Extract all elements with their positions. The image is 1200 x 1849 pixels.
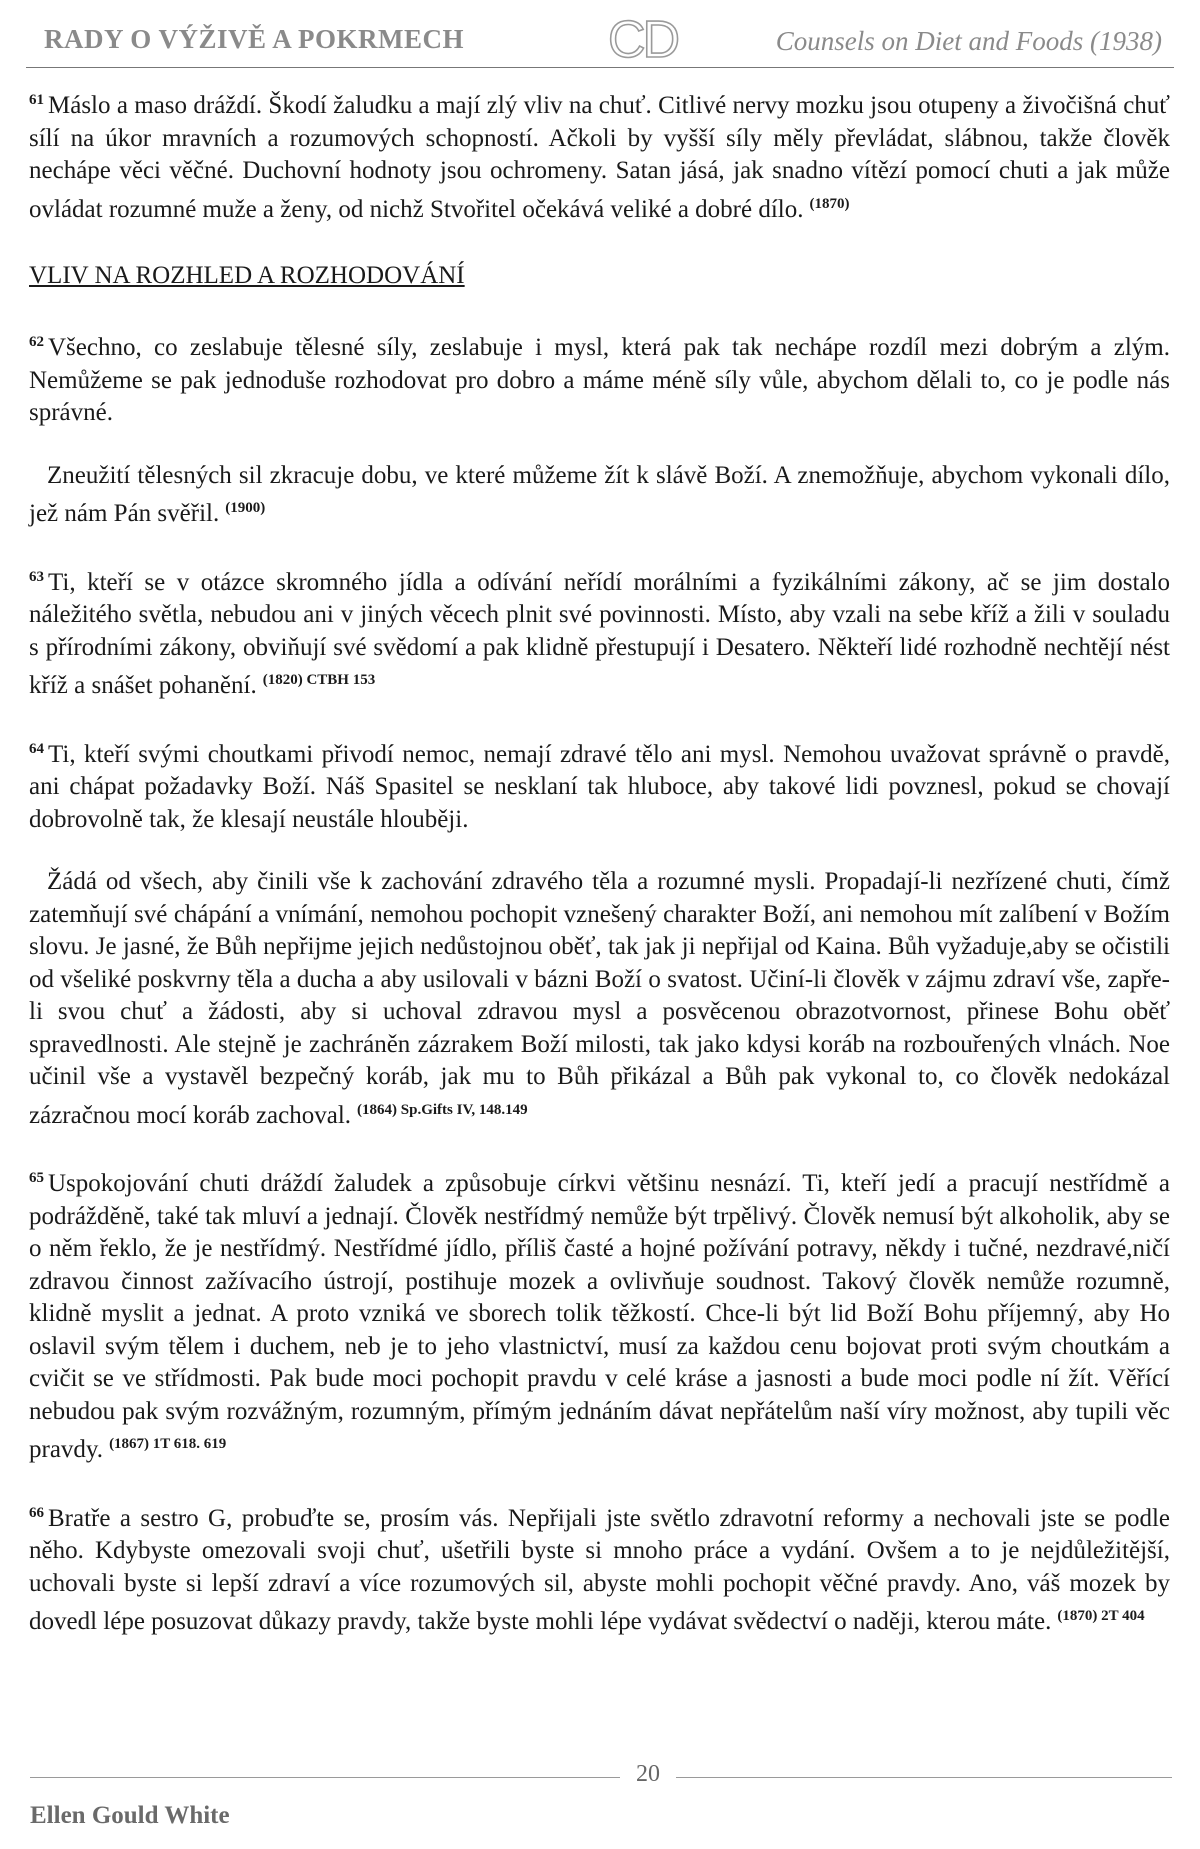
paragraph-number: 64 <box>29 740 44 757</box>
paragraph-64-continued <box>29 866 1170 1132</box>
paragraph-text: Žádá od všech, aby činili vše k zachování zdravého těla a rozumné mysli. Propadají-li nezřízené chuti, čímž zatemňují své chápání a vnímání, nemohou pochopit vznešený charakter Boží, ani nemohou mít zalíbení v Božím slovu. Je jasné, že Bůh nepřijme jejich nedůstojnou oběť, tak jak ji nepřijal od Kaina. Bůh vyžaduje,aby se očistili od všeliké poskvrny těla a ducha a aby usilovali v bázni Boží o svatost. Učiní-li člověk v zájmu zdraví vše, zapře-li svou chuť a žádosti, aby si uchoval zdravou mysl a posvěcenou obrazotvornost, přinese Bohu oběť spravedlnosti. Ale stejně je zachráněn zázrakem Boží milosti, tak jako kdysi koráb na rozbouřených vlnách. Noe učinil vše a vystavěl bezpečný koráb, jak mu to Bůh přikázal a Bůh pak vykonal to, co člověk nedokázal zázračnou mocí koráb zachoval. <box>29 868 1170 1129</box>
footer-author: Ellen Gould White <box>30 1802 230 1829</box>
paragraph-text: Ti, kteří svými choutkami přivodí nemoc, nemají zdravé tělo ani mysl. Nemohou uvažovat správně o pravdě, ani chápat požadavky Boží. Náš Spasitel se nesklaní tak hluboce, aby takové lidi povznesl, pokud se chovají dobrovolně tak, že klesají neustále hlouběji. <box>29 740 1170 833</box>
paragraph-number: 66 <box>29 1504 44 1521</box>
header-english-title: Counsels on Diet and Foods (1938) <box>775 26 1162 56</box>
paragraph-text: Zneužití tělesných sil zkracuje dobu, ve které můžeme žít k slávě Boží. A znemožňuje, abychom vykonali dílo, jež nám Pán svěřil. <box>29 461 1170 527</box>
paragraph-reference: (1900) <box>225 500 266 516</box>
paragraph-number: 63 <box>29 568 44 585</box>
paragraph-text: Ti, kteří se v otázce skromného jídla a odívání neřídí morálními a fyzikálními zákony, ač se jim dostalo náležitého světla, nebudou ani v jiných věcech plnit své povinnosti. Místo, aby vzali na sebe kříž a žili v souladu s přírodními zákony, obviňují své svědomí a pak klidně přestupují i Desatero. Někteří lidé rozhodně nechtějí nést kříž a snášet pohanění. <box>29 568 1170 699</box>
paragraph-reference: (1867) 1T 618. 619 <box>109 1436 227 1452</box>
paragraph-66 <box>29 1497 1170 1639</box>
paragraph-63 <box>29 561 1170 703</box>
footer-divider-right <box>676 1777 1172 1778</box>
header-book-title: RADY O VÝŽIVĚ A POKRMECH <box>44 24 465 54</box>
paragraph-62 <box>29 326 1170 430</box>
paragraph-reference: (1820) CTBH 153 <box>262 672 376 688</box>
paragraph-text: Máslo a maso dráždí. Škodí žaludku a mají zlý vliv na chuť. Citlivé nervy mozku jsou otupeny a živočišná chuť sílí na úkor mravních a rozumových schopností. Ačkoli by vyšší síly měly převládat, slábnou, takže člověk nechápe věci věčné. Duchovní hodnoty jsou ochromeny. Satan jásá, jak snadno vítězí pomocí chuti a jak může ovládat rozumné muže a ženy, od nichž Stvořitel očekává veliké a dobré dílo. <box>29 92 1170 223</box>
paragraph-reference: (1864) Sp.Gifts IV, 148.149 <box>357 1101 528 1118</box>
paragraph-number: 65 <box>29 1170 44 1186</box>
paragraph-text: Všechno, co zeslabuje tělesné síly, zeslabuje i mysl, která pak tak nechápe rozdíl mezi dobrým a zlým. Nemůžeme se pak jednoduše rozhodovat pro dobro a máme méně síly vůle, abychom dělali to, co je podle nás správné. <box>29 334 1170 426</box>
header-logo: CD <box>608 11 678 69</box>
paragraph-61 <box>29 84 1170 226</box>
paragraph-text: Uspokojování chuti dráždí žaludek a způsobuje církvi většinu nesnází. Ti, kteří jedí a pracují nestřídmě a podrážděně, také tak mluví a jednají. Člověk nestřídmý nemůže být trpělivý. Člověk nemusí být alkoholik, aby se o něm řeklo, že je nestřídmý. Nestřídmé jídlo, příliš časté a hojné požívání potravy, někdy i tučné, nezdravé,ničí zdravou činnost zažívacího ústrojí, postihuje mozek a ovlivňuje soudnost. Takový člověk nemůže rozumně, klidně myslit a jednat. A proto vzniká ve sborech tolik těžkostí. Chce-li být lid Boží Bohu příjemný, aby Ho oslavil svým tělem i duchem, neb je to jeho vlastnictví, musí za každou cenu bojovat proti svým choutkám a cvičit se ve střídmosti. Pak bude moci pochopit pravdu v celé kráse a jasnosti a bude moci podle ní žít. Věřící nebudou pak svým rozvážným, rozumným, přímým jednáním dávat nepřátelům naší víry možnost, aby tupili věc pravdy. <box>29 1170 1170 1463</box>
footer-divider-left <box>30 1777 620 1778</box>
paragraph-65 <box>29 1162 1170 1467</box>
paragraph-62-continued <box>29 460 1170 531</box>
paragraph-text: Bratře a sestro G, probuďte se, prosím vás. Nepřijali jste světlo zdravotní reformy a nechovali jste se podle něho. Kdybyste omezovali svoji chuť, ušetřili byste si mnoho práce a vydání. Ovšem a to je nejdůležitější, uchovali byste si lepší zdraví a více rozumových sil, abyste mohli pochopit věčné pravdy. Ano, váš mozek by dovedl lépe posuzovat důkazy pravdy, takže byste mohli lépe vydávat svědectví o naději, kterou máte. <box>29 1504 1170 1635</box>
header-divider <box>26 67 1174 68</box>
paragraph-reference: (1870) 2T 404 <box>1057 1608 1145 1624</box>
paragraph-number: 62 <box>29 334 44 350</box>
page-number: 20 <box>636 1761 660 1787</box>
paragraph-number: 61 <box>29 92 44 108</box>
page-body <box>29 84 1170 1639</box>
section-heading: VLIV NA ROZHLED A ROZHODOVÁNÍ <box>29 262 465 289</box>
page-header <box>26 10 1174 68</box>
paragraph-64 <box>29 733 1170 837</box>
paragraph-reference: (1870) <box>809 195 850 212</box>
